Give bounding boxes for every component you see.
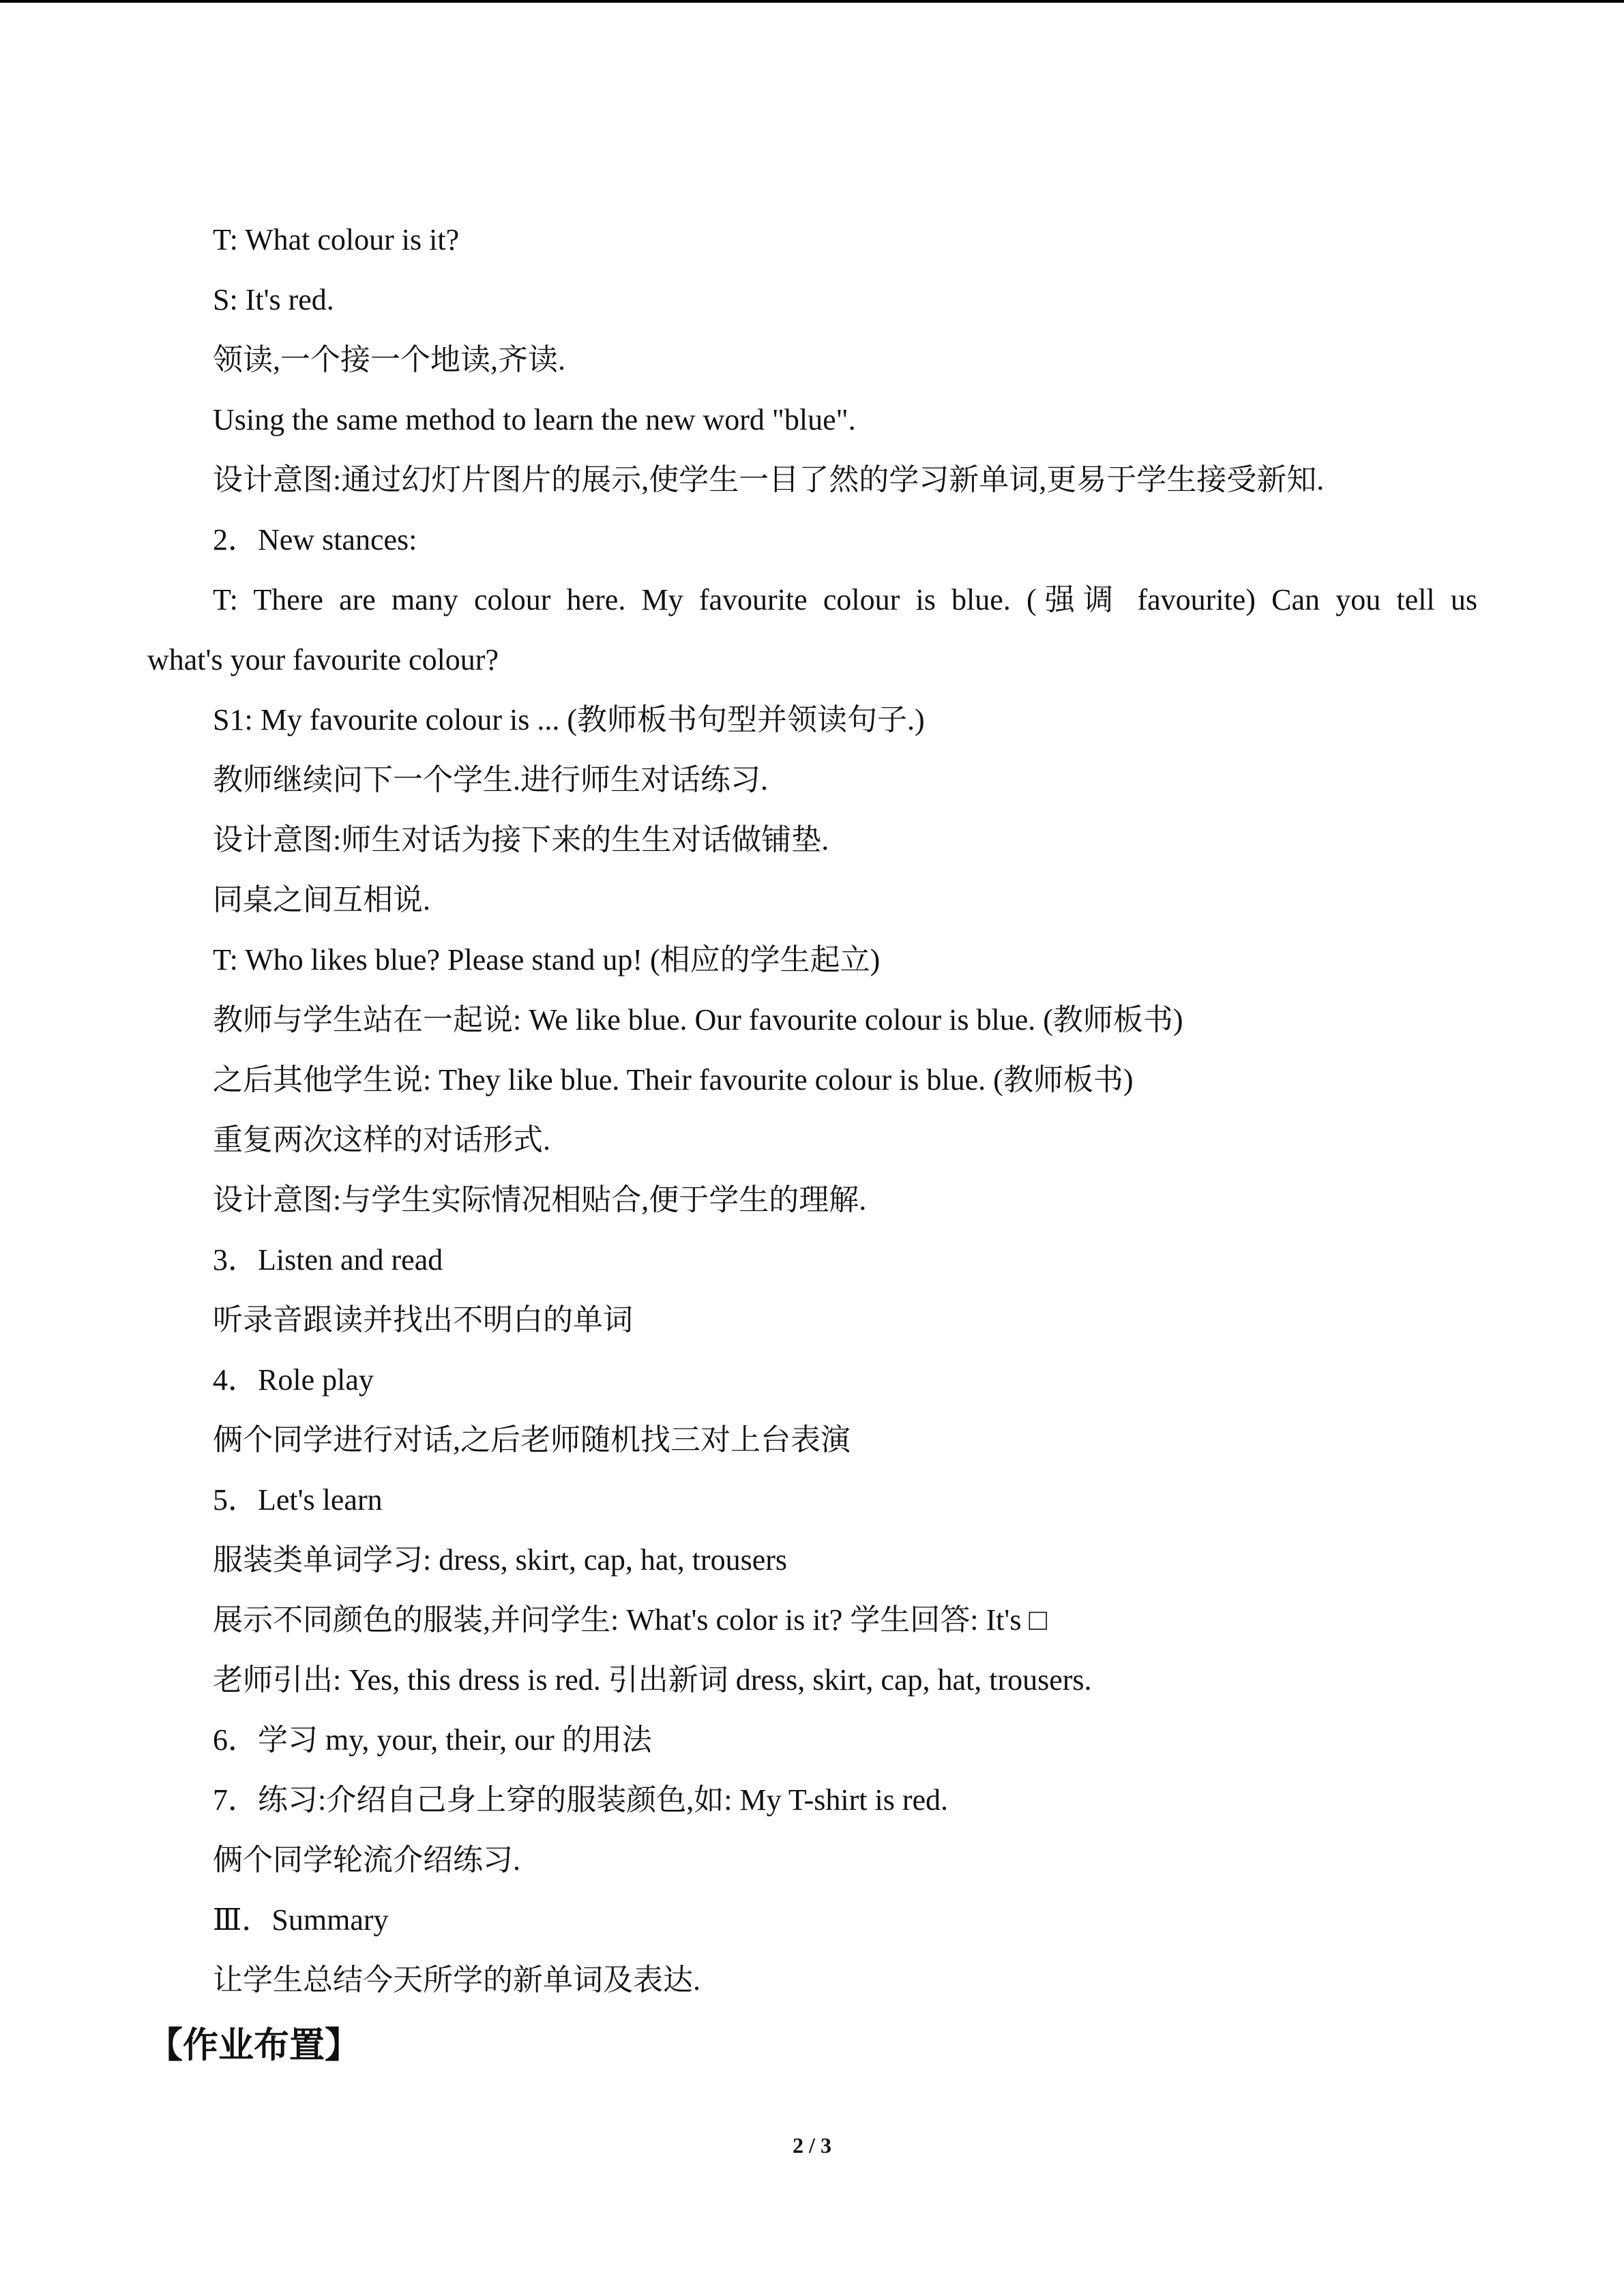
text-line: 2．New stances: [213, 523, 417, 556]
text-line: 之后其他学生说: They like blue. Their favourite colour is blue. (教师板书) [213, 1063, 1134, 1097]
text-line: 7．练习:介绍自己身上穿的服装颜色,如: My T-shirt is red. [213, 1783, 949, 1817]
text-line: 重复两次这样的对话形式. [213, 1123, 550, 1157]
text-line: 领读,一个接一个地读,齐读. [213, 343, 565, 376]
text-line: T: Who likes blue? Please stand up! (相应的学生起立) [213, 943, 881, 976]
text-line: 俩个同学进行对话,之后老师随机找三对上台表演 [213, 1423, 851, 1457]
text-line: 让学生总结今天所学的新单词及表达. [213, 1963, 700, 1997]
text-line: 5．Let's learn [213, 1483, 383, 1517]
text-line: 教师继续问下一个学生.进行师生对话练习. [213, 763, 768, 796]
text-line: Using the same method to learn the new word "blue". [213, 403, 856, 436]
text-line: 同桌之间互相说. [213, 883, 430, 916]
document-body [147, 210, 1477, 2080]
text-line: T: There are many colour here. My favourite colour is blue. (强调 favourite) Can you tell us [213, 583, 1477, 616]
text-line: 设计意图:与学生实际情况相贴合,便于学生的理解. [213, 1183, 867, 1217]
text-line: 展示不同颜色的服装,并问学生: What's color is it? 学生回答: It's □ [213, 1603, 1048, 1637]
text-line: 听录音跟读并找出不明白的单词 [213, 1303, 633, 1337]
text-line: T: What colour is it? [213, 223, 460, 256]
text-line: 服装类单词学习: dress, skirt, cap, hat, trousers [213, 1543, 787, 1577]
text-line: S1: My favourite colour is ... (教师板书句型并领读句子.) [213, 703, 925, 736]
text-line: 3．Listen and read [213, 1243, 443, 1277]
text-line: 设计意图:通过幻灯片图片的展示,使学生一目了然的学习新单词,更易于学生接受新知. [213, 463, 1325, 496]
text-line: 4．Role play [213, 1363, 374, 1397]
text-line: 设计意图:师生对话为接下来的生生对话做铺垫. [213, 823, 829, 856]
text-line: Ⅲ．Summary [213, 1903, 389, 1937]
section-heading: 【作业布置】 [147, 2025, 361, 2066]
text-line: 俩个同学轮流介绍练习. [213, 1843, 520, 1877]
text-line: 6．学习 my, your, their, our 的用法 [213, 1723, 652, 1757]
page-number: 2 / 3 [793, 2133, 831, 2158]
top-border-rule [0, 0, 1624, 3]
text-line: S: It's red. [213, 283, 334, 316]
text-line: 老师引出: Yes, this dress is red. 引出新词 dress, skirt, cap, hat, trousers. [213, 1663, 1092, 1697]
text-line: 教师与学生站在一起说: We like blue. Our favourite colour is blue. (教师板书) [213, 1003, 1183, 1037]
text-line-continuation: what's your favourite colour? [147, 643, 499, 676]
